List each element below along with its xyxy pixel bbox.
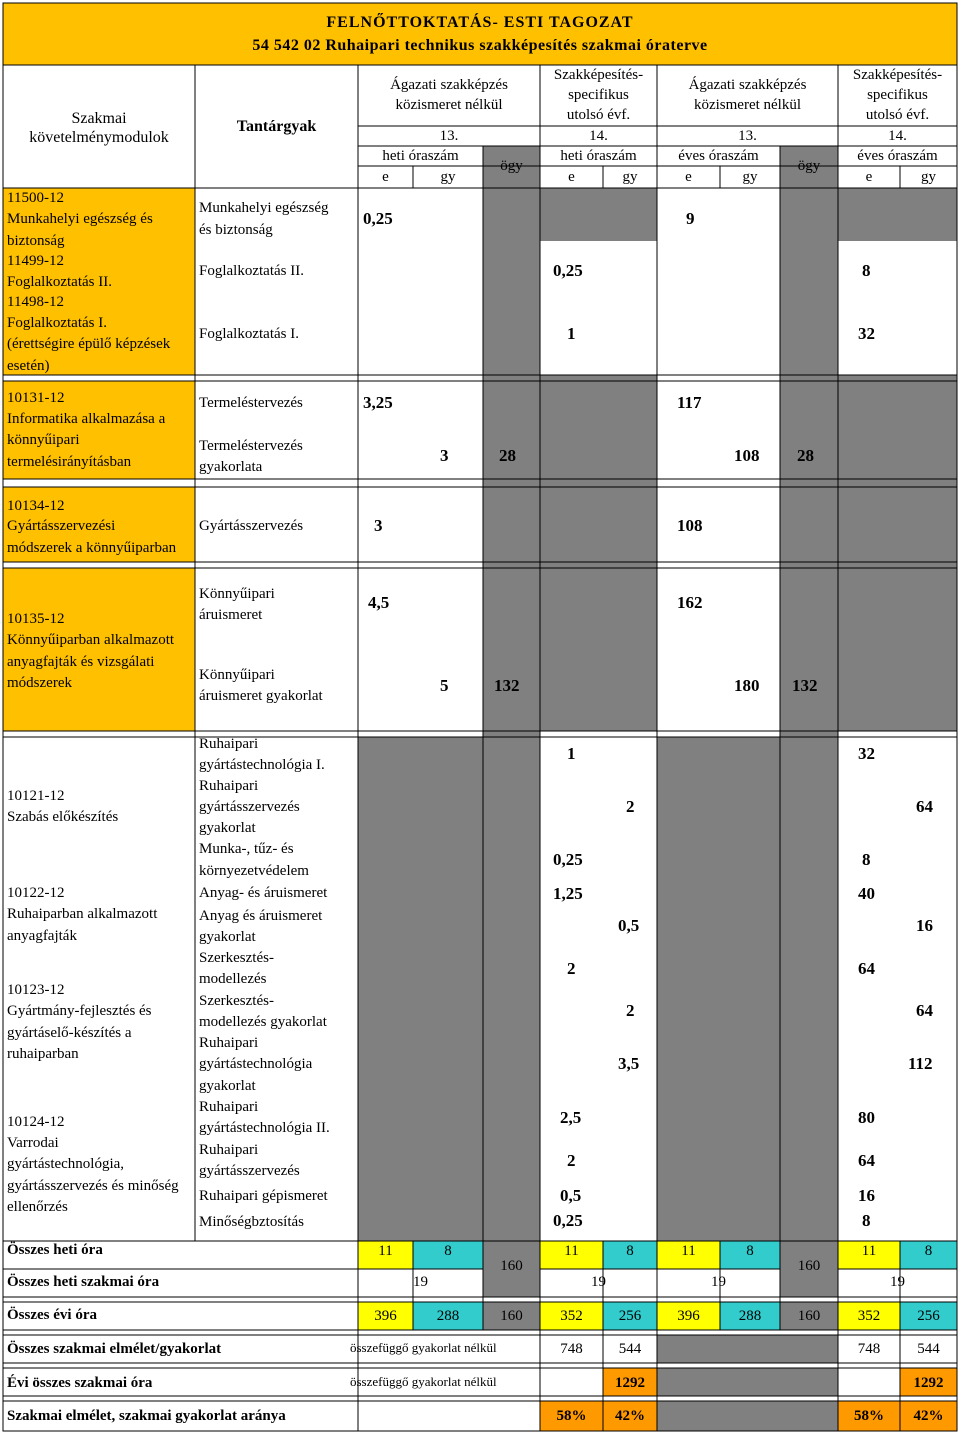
gy-header-1: gy bbox=[440, 169, 456, 185]
value: 3 bbox=[440, 446, 449, 465]
module-line: Varrodai bbox=[7, 1135, 59, 1151]
elmelet-val: 544 bbox=[917, 1341, 940, 1357]
evi-val: 288 bbox=[436, 1308, 460, 1324]
subject-line: Szerkesztés- bbox=[199, 950, 274, 966]
ogy-total-val: 160 bbox=[797, 1258, 821, 1274]
e-header-3: e bbox=[685, 169, 692, 185]
evi-val: 160 bbox=[797, 1308, 821, 1324]
module-line: ruhaiparban bbox=[7, 1046, 79, 1062]
value: 0,25 bbox=[553, 261, 583, 280]
value: 132 bbox=[494, 676, 520, 695]
subject-line: Ruhaipari bbox=[199, 736, 259, 752]
value: 40 bbox=[858, 884, 875, 903]
szakkep-1c: utolsó évf. bbox=[566, 107, 631, 123]
evi-val: 352 bbox=[560, 1308, 583, 1324]
eves-header-b: éves óraszám bbox=[857, 148, 938, 164]
heti-val: 8 bbox=[924, 1243, 933, 1259]
value: 0,5 bbox=[618, 916, 640, 935]
module-line: 10134-12 bbox=[7, 498, 65, 514]
ogy-total-val: 160 bbox=[500, 1258, 523, 1274]
value: 32 bbox=[858, 324, 875, 343]
module-line: Informatika alkalmazása a bbox=[7, 411, 166, 427]
agazati-2a: Ágazati szakképzés bbox=[688, 77, 807, 93]
year-14-a: 14. bbox=[589, 128, 608, 144]
heti-val: 11 bbox=[564, 1243, 579, 1259]
value: 2 bbox=[567, 1151, 576, 1170]
subject-line: Ruhaipari bbox=[199, 1035, 259, 1051]
value: 1,25 bbox=[553, 884, 583, 903]
module-line: Könnyűiparban alkalmazott bbox=[7, 632, 175, 648]
arany-gray-1 bbox=[657, 1401, 838, 1431]
value: 132 bbox=[792, 676, 818, 695]
white-a1 bbox=[540, 737, 657, 1241]
module-line: 11498-12 bbox=[7, 294, 64, 310]
module-line: biztonság bbox=[7, 233, 65, 249]
subject-line: Anyag- és áruismeret bbox=[199, 885, 328, 901]
value: 112 bbox=[908, 1054, 933, 1073]
value: 180 bbox=[734, 676, 760, 695]
module-line: esetén) bbox=[7, 358, 50, 374]
value: 2 bbox=[626, 1001, 635, 1020]
subject-line: áruismeret gyakorlat bbox=[199, 688, 323, 704]
e-header-1: e bbox=[382, 169, 389, 185]
module-line: 10123-12 bbox=[7, 982, 65, 998]
subject-line: modellezés gyakorlat bbox=[199, 1014, 327, 1030]
value: 1 bbox=[567, 324, 576, 343]
evi-val: 256 bbox=[917, 1308, 940, 1324]
module-line: ellenőrzés bbox=[7, 1199, 68, 1215]
module-line: 11499-12 bbox=[7, 253, 64, 269]
evi-val: 352 bbox=[857, 1308, 881, 1324]
evi-val: 396 bbox=[374, 1308, 397, 1324]
white-a4 bbox=[838, 241, 957, 303]
subject-line: gyakorlat bbox=[199, 929, 256, 945]
subject-line: Foglalkoztatás II. bbox=[199, 263, 304, 279]
subject-line: gyártástechnológia bbox=[199, 1056, 313, 1072]
heti-val: 8 bbox=[444, 1243, 452, 1259]
subject-line: Szerkesztés- bbox=[199, 993, 274, 1009]
evi-val: 160 bbox=[500, 1308, 523, 1324]
value: 2 bbox=[626, 797, 635, 816]
total-elmelet-label: Összes szakmai elmélet/gyakorlat bbox=[7, 1341, 222, 1357]
elmelet-gray-2 bbox=[780, 1335, 838, 1363]
evi-val: 256 bbox=[618, 1308, 642, 1324]
evi-val: 288 bbox=[738, 1308, 762, 1324]
subject-line: gyakorlata bbox=[199, 459, 263, 475]
module-line: 10135-12 bbox=[7, 611, 65, 627]
page-subtitle: 54 542 02 Ruhaipari technikus szakképesítés szakmai óraterve bbox=[252, 37, 708, 54]
modules-header-2: követelménymodulok bbox=[29, 129, 169, 146]
value: 108 bbox=[677, 516, 703, 535]
value: 162 bbox=[677, 593, 703, 612]
value: 2,5 bbox=[560, 1108, 582, 1127]
subject-line: Munkahelyi egészség bbox=[199, 200, 329, 216]
total-heti-label: Összes heti óra bbox=[7, 1242, 103, 1258]
total-evi-szakmai-label: Évi összes szakmai óra bbox=[7, 1375, 153, 1391]
module-line: anyagfajták bbox=[7, 928, 77, 944]
value: 5 bbox=[440, 676, 449, 695]
value: 64 bbox=[916, 1001, 933, 1020]
value: 8 bbox=[862, 850, 871, 869]
osszefuggo-note: összefüggő gyakorlat nélkül bbox=[350, 1340, 497, 1355]
agazati-2b: közismeret nélkül bbox=[693, 97, 802, 113]
evi-szakmai-val: 1292 bbox=[913, 1375, 944, 1391]
heti-szakmai-val: 19 bbox=[711, 1274, 726, 1290]
e-header-4: e bbox=[865, 169, 873, 185]
value: 0,5 bbox=[560, 1186, 582, 1205]
module-line: termelésirányításban bbox=[7, 454, 132, 470]
heti-szakmai-val: 19 bbox=[413, 1274, 428, 1290]
year-13-a: 13. bbox=[439, 128, 459, 144]
subject-line: gyártásszervezés bbox=[199, 1163, 300, 1179]
module-line: Szabás előkészítés bbox=[7, 809, 119, 825]
szakkep-1b: specifikus bbox=[568, 87, 629, 103]
elmelet-val: 544 bbox=[618, 1341, 642, 1357]
subject-line: Foglalkoztatás I. bbox=[199, 326, 299, 342]
elmelet-val: 748 bbox=[857, 1341, 881, 1357]
value: 64 bbox=[858, 959, 875, 978]
value: 32 bbox=[858, 744, 875, 763]
module-line: 10122-12 bbox=[7, 885, 65, 901]
value: 2 bbox=[567, 959, 576, 978]
szakkep-2b: specifikus bbox=[867, 87, 928, 103]
module-line: Ruhaiparban alkalmazott bbox=[7, 906, 158, 922]
heti-val: 8 bbox=[746, 1243, 754, 1259]
subject-line: és biztonság bbox=[199, 222, 273, 238]
value: 0,25 bbox=[363, 209, 393, 228]
subject-line: Munka-, tűz- és bbox=[199, 841, 294, 857]
module-line: 10131-12 bbox=[7, 390, 65, 406]
subject-line: Könnyűipari bbox=[199, 586, 275, 602]
arany-val: 42% bbox=[615, 1408, 645, 1424]
subject-line: környezetvédelem bbox=[199, 863, 309, 879]
szakmai-gray-1 bbox=[657, 1368, 838, 1396]
subject-line: Ruhaipari bbox=[199, 778, 259, 794]
heti-header-b: heti óraszám bbox=[560, 148, 637, 164]
subject-line: gyártástechnológia I. bbox=[199, 757, 325, 773]
value: 8 bbox=[862, 261, 871, 280]
agazati-1b: közismeret nélkül bbox=[395, 97, 503, 113]
subject-line: Gyártásszervezés bbox=[199, 518, 304, 534]
e-header-2: e bbox=[568, 169, 575, 185]
module-line: 10124-12 bbox=[7, 1114, 65, 1130]
subject-line: Anyag és áruismeret bbox=[199, 908, 323, 924]
arany-val: 58% bbox=[556, 1408, 587, 1424]
subject-line: Minőségbztosítás bbox=[199, 1214, 304, 1230]
ogy-header-a: ögy bbox=[500, 158, 523, 174]
module-line: anyagfajták és vizsgálati bbox=[7, 654, 155, 670]
module-line: módszerek a könnyűiparban bbox=[7, 540, 177, 556]
total-arany-label: Szakmai elmélet, szakmai gyakorlat aránya bbox=[7, 1408, 286, 1424]
heti-val: 11 bbox=[681, 1243, 696, 1259]
module-line: Gyártásszervezési bbox=[7, 518, 116, 534]
subjects-header: Tantárgyak bbox=[236, 118, 317, 135]
year-13-b: 13. bbox=[738, 128, 757, 144]
osszefuggo-note: összefüggő gyakorlat nélkül bbox=[350, 1374, 497, 1389]
value: 16 bbox=[916, 916, 933, 935]
total-evi-label: Összes évi óra bbox=[7, 1307, 97, 1323]
elmelet-gray-1 bbox=[657, 1335, 780, 1363]
subject-line: Termeléstervezés bbox=[199, 438, 303, 454]
subject-line: áruismeret bbox=[199, 607, 263, 623]
subject-line: gyártástechnológia II. bbox=[199, 1120, 330, 1136]
value: 108 bbox=[734, 446, 760, 465]
gy-header-4: gy bbox=[921, 169, 936, 185]
modules-header-1: Szakmai bbox=[71, 110, 127, 127]
value: 64 bbox=[916, 797, 933, 816]
eves-header-a: éves óraszám bbox=[678, 148, 759, 164]
module-line: Foglalkoztatás I. bbox=[7, 315, 107, 331]
value: 3 bbox=[374, 516, 383, 535]
white-a5 bbox=[540, 303, 657, 375]
subject-line: gyakorlat bbox=[199, 1078, 256, 1094]
value: 64 bbox=[858, 1151, 875, 1170]
module-line: Foglalkoztatás II. bbox=[7, 274, 112, 290]
subject-line: gyártásszervezés bbox=[199, 799, 300, 815]
col13-gray-b bbox=[657, 737, 780, 1241]
col13-gray-a bbox=[358, 737, 483, 1241]
module-line: Munkahelyi egészség és bbox=[7, 211, 153, 227]
subject-line: Termeléstervezés bbox=[199, 395, 303, 411]
white-a6 bbox=[838, 303, 957, 375]
subject-line: Ruhaipari bbox=[199, 1099, 259, 1115]
heti-val: 11 bbox=[378, 1243, 393, 1259]
value: 28 bbox=[797, 446, 814, 465]
subject-line: modellezés bbox=[199, 971, 267, 987]
evi-szakmai-val: 1292 bbox=[615, 1375, 645, 1391]
value: 9 bbox=[686, 209, 695, 228]
module-line: Gyártmány-fejlesztés és bbox=[7, 1003, 152, 1019]
evi-val: 396 bbox=[677, 1308, 700, 1324]
heti-val: 11 bbox=[861, 1243, 877, 1259]
heti-szakmai-val: 19 bbox=[591, 1274, 606, 1290]
heti-szakmai-val: 19 bbox=[890, 1274, 905, 1290]
value: 4,5 bbox=[368, 593, 390, 612]
module-line: gyártásszervezés és minőség bbox=[7, 1178, 179, 1194]
szakkep-2c: utolsó évf. bbox=[865, 107, 930, 123]
value: 3,25 bbox=[363, 393, 393, 412]
subject-line: Ruhaipari bbox=[199, 1142, 259, 1158]
module-line: gyártástechnológia, bbox=[7, 1156, 125, 1172]
module-line: könnyűipari bbox=[7, 432, 80, 448]
gy-header-2: gy bbox=[622, 169, 638, 185]
total-heti-szakmai-label: Összes heti szakmai óra bbox=[7, 1274, 160, 1290]
value: 28 bbox=[499, 446, 516, 465]
elmelet-val: 748 bbox=[560, 1341, 583, 1357]
value: 8 bbox=[862, 1211, 871, 1230]
arany-val: 42% bbox=[913, 1408, 944, 1424]
value: 1 bbox=[567, 744, 576, 763]
value: 0,25 bbox=[553, 850, 583, 869]
header-bg bbox=[3, 3, 957, 65]
agazati-1a: Ágazati szakképzés bbox=[390, 77, 508, 93]
module-line: gyártáselő-készítés a bbox=[7, 1025, 132, 1041]
szakkep-1a: Szakképesítés- bbox=[553, 67, 644, 83]
year-14-b: 14. bbox=[888, 128, 907, 144]
module-line: (érettségire épülő képzések bbox=[7, 336, 171, 352]
value: 80 bbox=[858, 1108, 875, 1127]
subject-line: gyakorlat bbox=[199, 820, 256, 836]
arany-val: 58% bbox=[854, 1408, 884, 1424]
module-bg-4 bbox=[3, 568, 195, 731]
value: 3,5 bbox=[618, 1054, 640, 1073]
module-line: 11500-12 bbox=[7, 190, 64, 206]
subject-line: Könnyűipari bbox=[199, 667, 275, 683]
heti-val: 8 bbox=[626, 1243, 634, 1259]
value: 117 bbox=[677, 393, 702, 412]
value: 16 bbox=[858, 1186, 875, 1205]
module-line: 10121-12 bbox=[7, 788, 65, 804]
white-a2 bbox=[838, 737, 957, 1241]
value: 0,25 bbox=[553, 1211, 583, 1230]
szakkep-2a: Szakképesítés- bbox=[852, 67, 943, 83]
ogy-header-b: ögy bbox=[797, 158, 821, 174]
module-line: módszerek bbox=[7, 675, 72, 691]
gy-header-3: gy bbox=[742, 169, 758, 185]
page-title: FELNŐTTOKTATÁS- ESTI TAGOZAT bbox=[326, 14, 634, 31]
subject-line: Ruhaipari gépismeret bbox=[199, 1188, 328, 1204]
heti-header-a: heti óraszám bbox=[382, 148, 459, 164]
